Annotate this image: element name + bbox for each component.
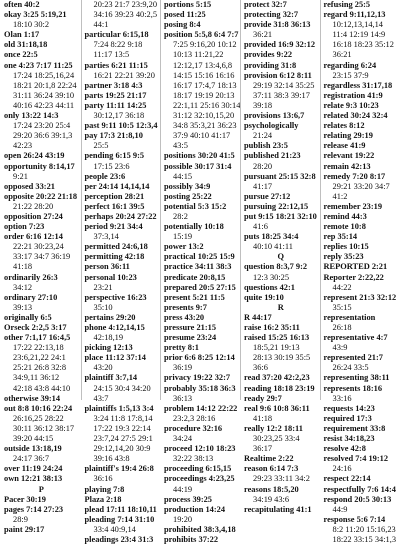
index-entry-continuation: 24:16: [332, 464, 352, 474]
index-entry: opposed 33:21: [4, 181, 55, 191]
index-entry-continuation: 44:9: [332, 504, 348, 514]
index-entry-continuation: 23:6,21,22 24:1: [13, 353, 66, 363]
index-column: [320, 0, 400, 544]
index-entry: representing 38:11: [323, 373, 390, 383]
index-entry: potential 5:3 15:2: [164, 201, 227, 211]
index-entry: possible 30:17 31:4: [164, 161, 232, 171]
index-entry-continuation: 23:2,3 28:16: [173, 413, 216, 423]
index-entry-continuation: 40:10 41:11: [253, 242, 293, 252]
index-entry: prohibits 37:22: [164, 534, 219, 544]
index-entry: rep 35:14: [323, 232, 358, 242]
index-entry-continuation: 15:19: [173, 232, 193, 242]
index-entry: posting 25:22: [164, 191, 212, 201]
index-entry-continuation: 44:19: [173, 484, 193, 494]
index-entry-continuation: 37:9 40:10 41:17: [173, 131, 231, 141]
index-entry: opposition 27:24: [4, 211, 63, 221]
index-entry: release 41:9: [323, 141, 366, 151]
index-entry: reasons 18:5,20: [244, 484, 299, 494]
index-entry: related 30:24 32:4: [323, 111, 388, 121]
index-entry-continuation: 24:17 36:7: [13, 454, 50, 464]
index-entry-continuation: 25:5: [93, 141, 109, 151]
index-entry-continuation: 36:17: [253, 444, 273, 454]
index-entry-continuation: 41:18: [13, 262, 33, 272]
index-entry: permitting 42:18: [84, 252, 145, 262]
index-entry: quite 19:10: [244, 292, 284, 302]
index-entry: period 9:21 34:4: [84, 222, 143, 232]
index-entry-continuation: 29:21 33:20 34:7: [332, 181, 390, 191]
index-entry: pressure 21:15: [164, 323, 217, 332]
index-entry: pursue 27:12: [244, 191, 291, 201]
index-entry: questions 42:1: [244, 282, 295, 292]
index-entry: provide 31:8 36:13: [244, 20, 311, 30]
index-entry: parties 6:21 11:15: [84, 60, 148, 70]
index-entry-continuation: 30:11 36:12 38:17: [13, 423, 75, 433]
index-entry: opposite 20:22 21:18: [4, 191, 78, 201]
index-entry-continuation: 39:16 43:8: [93, 454, 130, 464]
index-entry-continuation: 40:16 42:23 44:11: [13, 100, 75, 110]
index-entry-continuation: 41:18: [253, 413, 273, 423]
index-entry: ready 29:7: [244, 393, 282, 403]
index-entry: place 11:12 37:14: [84, 353, 146, 363]
index-entry: reason 6:14 7:3: [244, 464, 299, 474]
index-entry: raise 16:2 35:11: [244, 323, 300, 332]
index-entry-continuation: 28:9: [13, 514, 28, 524]
index-entry-continuation: 28:13 30:19 35:5: [253, 353, 311, 363]
index-entry: requests 14:23: [323, 403, 375, 413]
index-entry: relevant 19:22: [323, 151, 375, 161]
index-entry-continuation: 17:22 19:3 22:14: [93, 423, 151, 433]
index-entry: originally 6:5: [4, 312, 52, 322]
index-entry-continuation: 18:21 20:1,8 22:24: [13, 80, 77, 90]
index-entry-continuation: 36:16: [93, 474, 113, 484]
index-entry: remain 42:13: [323, 161, 371, 171]
index-entry-continuation: 33:16: [332, 393, 352, 403]
index-entry-continuation: 41:17: [253, 181, 273, 191]
index-entry: prohibited 38:3,4,18: [164, 524, 236, 534]
index-entry: recapitulating 41:1: [244, 504, 312, 514]
index-entry: presents 9:7: [164, 302, 207, 312]
index-entry-continuation: 34:16 39:23 40:2,5: [93, 10, 158, 20]
index-entry: resist 34:18,23: [323, 434, 375, 444]
index-entry: protecting 32:7: [244, 10, 299, 20]
index-entry: perfect 16:1 39:5: [84, 201, 145, 211]
index-entry: plaintiff's 19:4 26:8: [84, 464, 154, 474]
index-entry-continuation: 26:18: [332, 323, 352, 332]
index-entry: open 26:24 43:19: [4, 151, 65, 161]
index-entry-continuation: 18:22 33:15 34:1,3: [332, 534, 397, 544]
index-entry-continuation: 36:13: [173, 393, 193, 403]
index-entry: past 9:11 10:5 12:3,4: [84, 121, 158, 131]
index-entry: pay 17:3 21:8,10: [84, 131, 143, 141]
index-entry: one 4:23 7:17 11:25: [4, 60, 73, 70]
index-entry: put 9:15 18:21 32:10: [244, 211, 317, 221]
index-entry-continuation: 36:21: [253, 30, 273, 40]
index-entry: posed 11:25: [164, 10, 206, 20]
index-entry-continuation: 34:24: [173, 434, 193, 444]
index-entry: reading 18:18 23:19: [244, 383, 315, 393]
index-entry-continuation: 37:3,14: [93, 232, 119, 242]
index-entry-continuation: 12:3 30:25: [253, 272, 290, 282]
index-entry: replies 10:15: [323, 242, 369, 252]
index-entry: represented 21:7: [323, 353, 383, 363]
index-entry-continuation: 10:12,13,14,14: [332, 20, 383, 30]
index-entry: relating 29:19: [323, 131, 373, 141]
index-entry-continuation: 17:22 22:13,18: [13, 343, 64, 353]
index-entry-continuation: 39:18: [253, 100, 273, 110]
index-entry: raised 15:25 16:13: [244, 333, 310, 343]
index-entry: plaintiffs 1:5,13 3:4: [84, 403, 154, 413]
index-entry-continuation: 17:24 23:20 25:4: [13, 121, 71, 131]
index-entry: problem 14:12 22:22: [164, 403, 238, 413]
index-entry-continuation: 17:24 18:25,16,24: [13, 70, 75, 80]
index-entry-continuation: 36:21: [332, 50, 352, 60]
index-entry: potentially 10:18: [164, 222, 224, 232]
section-letter-heading: Q: [277, 252, 284, 262]
index-entry: plead 17:11 18:10,11: [84, 504, 157, 514]
index-entry-continuation: 30:12,17 36:18: [93, 111, 145, 121]
index-entry: remember 23:19: [323, 201, 383, 211]
index-entry: order 6:16 12:14: [4, 232, 63, 242]
index-entry: otherwise 39:14: [4, 393, 61, 403]
index-entry: procedure 32:16: [164, 423, 223, 433]
index-entry: relates 8:12: [323, 121, 365, 131]
index-entry: possibly 34:9: [164, 181, 211, 191]
index-entry-continuation: 44:15: [173, 171, 193, 181]
index-entry: power 13:2: [164, 242, 204, 252]
index-entry: privacy 19:22 32:7: [164, 373, 231, 383]
index-entry: pretty 8:1: [164, 343, 199, 353]
index-entry: reply 35:23: [323, 252, 364, 262]
index-entry-continuation: 30:23,25 33:4: [253, 434, 300, 444]
index-entry-continuation: 21:24: [253, 131, 273, 141]
index-entry: playing 7:8: [84, 484, 125, 494]
index-entry-continuation: 18:17 19:19 20:13: [173, 90, 235, 100]
index-entry: protect 32:7: [244, 0, 287, 9]
index-entry: perhaps 20:24 27:22: [84, 211, 157, 221]
index-entry: published 21:23: [244, 151, 301, 161]
index-entry: party 11:11 14:25: [84, 100, 147, 110]
index-entry: respectfully 7:6 14:4: [323, 484, 396, 494]
index-entry-continuation: 31:11 36:24 39:10: [13, 90, 75, 100]
index-entry: okay 3:25 5:19,21: [4, 10, 67, 20]
index-entry: Orseck 2:2,5 3:17: [4, 323, 67, 332]
index-entry-continuation: 16:21 22:21 39:20: [93, 70, 155, 80]
index-entry: own 12:21 38:13: [4, 474, 63, 484]
index-entry-continuation: 43:9: [332, 343, 348, 353]
index-entry-continuation: 33:17 34:7 36:19: [13, 252, 71, 262]
index-entry-continuation: 18:10 30:2: [13, 20, 50, 30]
index-entry: outside 13:18,19: [4, 444, 62, 454]
index-entry-continuation: 35:15: [332, 302, 352, 312]
index-entry-continuation: 7:25 9:16,20 10:12: [173, 40, 237, 50]
index-entry-continuation: 12:12,17 13:4,6,8: [173, 60, 233, 70]
index-entry: picking 12:13: [84, 343, 133, 353]
index-column: [240, 0, 320, 514]
index-entry-continuation: 34:9,11 36:12: [13, 373, 60, 383]
index-entry-continuation: 9:21: [13, 171, 28, 181]
index-entry: pleadings 23:4 31:3: [84, 534, 154, 544]
index-entry-continuation: 25:21 26:8 32:8: [13, 363, 67, 373]
index-entry: old 31:18,18: [4, 40, 48, 50]
index-entry: proceed 12:10 18:23: [164, 444, 236, 454]
index-entry-continuation: 10:13 11:21,22: [173, 50, 224, 60]
index-entry-continuation: 26:16,25 28:22: [13, 413, 64, 423]
index-entry: really 12:2 18:11: [244, 423, 303, 433]
index-entry-continuation: 39:13: [13, 302, 33, 312]
index-entry-continuation: 43:7: [93, 393, 109, 403]
index-entry: question 8:3,7 9:2: [244, 262, 308, 272]
index-entry-continuation: 42:18,19: [93, 333, 124, 343]
index-entry: option 7:23: [4, 222, 45, 232]
index-entry-continuation: 19:20: [173, 514, 193, 524]
index-entry-continuation: 32:22 38:13: [173, 454, 214, 464]
index-entry-continuation: 3:24 11:8 17:8,14: [93, 413, 153, 423]
index-entry: puts 18:25 34:4: [244, 232, 299, 242]
index-entry: pleading 7:14 31:10: [84, 514, 155, 524]
index-entry: regardless 31:17,18: [323, 80, 393, 90]
index-entry-continuation: 29:12,14,20 30:9: [93, 444, 151, 454]
index-entry: REPORTED 2:21: [323, 262, 388, 272]
index-entry: resolve 42:8: [323, 444, 366, 454]
index-entry-continuation: 11:17 13:5: [93, 50, 130, 60]
index-entry: representation: [323, 312, 376, 322]
index-column: [160, 0, 241, 544]
index-entry-continuation: 41:2: [332, 191, 348, 201]
index-entry-continuation: 16:18 18:23 35:12: [332, 40, 394, 50]
index-entry-continuation: 29:20 36:6 39:1,3: [13, 131, 73, 141]
index-column: [1, 0, 81, 534]
index-entry-continuation: 23:15 37:9: [332, 70, 369, 80]
index-entry: often 40:2: [4, 0, 40, 9]
index-entry: provision 6:12 8:11: [244, 70, 312, 80]
index-entry: out 8:8 10:16 22:24: [4, 403, 73, 413]
index-entry-continuation: 34:19 43:6: [253, 494, 290, 504]
index-entry: pages 7:14 27:23: [4, 504, 64, 514]
index-entry: resolved 7:4 19:12: [323, 454, 389, 464]
index-entry: phone 4:12,14,15: [84, 323, 145, 332]
index-entry: present 5:21 11:5: [164, 292, 225, 302]
index-entry: press 43:20: [164, 312, 205, 322]
index-entry-continuation: 42:18 43:8 44:10: [13, 383, 71, 393]
index-entry: refusing 25:5: [323, 0, 371, 9]
index-entry-continuation: 29:19 32:14 35:25: [253, 80, 315, 90]
index-entry-continuation: 37:11 38:3 39:17: [253, 90, 310, 100]
index-entry-continuation: 34:8 35:3,21 36:23: [173, 121, 237, 131]
index-entry: over 11:19 24:24: [4, 464, 63, 474]
index-entry: proceeding 6:15,15: [164, 464, 232, 474]
index-entry-continuation: 44:1: [93, 20, 109, 30]
index-entry-continuation: 8:2 11:20 15:16,23: [332, 524, 396, 534]
index-entry: personal 10:23: [84, 272, 137, 282]
index-entry: presume 23:24: [164, 333, 217, 343]
index-entry-continuation: 34:12: [13, 282, 33, 292]
index-entry: Plaza 2:18: [84, 494, 122, 504]
index-entry: regarding 6:24: [323, 60, 377, 70]
index-entry-continuation: 36:6: [253, 363, 268, 373]
index-entry: process 39:25: [164, 494, 212, 504]
index-entry: practical 10:25 15:9: [164, 252, 235, 262]
index-entry: provides 9:22: [244, 50, 293, 60]
index-entry-continuation: 17:15 23:6: [93, 161, 130, 171]
index-entry: requirement 33:8: [323, 423, 386, 433]
index-entry: regard 9:11,12,13: [323, 10, 386, 20]
index-entry: perspective 16:23: [84, 292, 147, 302]
index-entry: response 5:6 7:14: [323, 514, 386, 524]
index-entry: psychologically: [244, 121, 299, 131]
index-entry: production 14:24: [164, 504, 226, 514]
index-entry-continuation: 23:7,24 27:5 29:1: [93, 434, 153, 444]
section-letter-heading: P: [38, 484, 44, 494]
index-entry: read 37:20 42:2,23: [244, 373, 310, 383]
index-entry: ordinary 27:10: [4, 292, 58, 302]
index-entry: person 36:11: [84, 262, 130, 272]
index-entry: ordinarily 26:3: [4, 272, 58, 282]
index-entry: Pacer 30:19: [4, 494, 46, 504]
index-column: [81, 0, 161, 544]
index-entry: Realtime 2:22: [244, 454, 294, 464]
index-entry: representative 4:7: [323, 333, 388, 343]
index-entry-continuation: 39:20 44:15: [13, 434, 54, 444]
index-entry: represent 21:3 32:12: [323, 292, 397, 302]
index-entry: providing 31:8: [244, 60, 297, 70]
index-entry-continuation: 28:20: [253, 161, 273, 171]
index-entry: predicate 20:8,15: [164, 272, 226, 282]
index-entry: positions 30:20 41:5: [164, 151, 235, 161]
index-entry: provisions 13:6,7: [244, 111, 305, 121]
index-entry: publish 23:5: [244, 141, 288, 151]
index-entry: paint 29:17: [4, 524, 45, 534]
index-entry: probably 35:18 36:3: [164, 383, 236, 393]
index-entry: pending 6:15 9:5: [84, 151, 145, 161]
index-entry: other 7:1,17 16:4,5: [4, 333, 71, 343]
index-entry: partner 3:18 4:3: [84, 80, 143, 90]
index-entry-continuation: 43:5: [173, 141, 188, 151]
index-entry-continuation: 42:23: [13, 141, 33, 151]
index-entry: remote 10:8: [323, 222, 366, 232]
index-entry: remedy 7:20 8:17: [323, 171, 386, 181]
index-entry: position 5:5,8 6:4 7:7: [164, 30, 239, 40]
index-entry: per 24:14 14,14,14: [84, 181, 150, 191]
index-entry: proceedings 4:23,25: [164, 474, 235, 484]
index-entry: prior 6:6 8:25 12:14: [164, 353, 235, 363]
index-entry: respond 20:5 30:13: [323, 494, 392, 504]
index-entry-continuation: 44:22: [332, 282, 352, 292]
index-entry: required 17:3: [323, 413, 372, 423]
index-entry: pursuing 22:12,15: [244, 201, 309, 211]
index-entry: pursuant 25:15 32:8: [244, 171, 316, 181]
index-entry: provided 16:9 32:12: [244, 40, 316, 50]
index-entry: real 9:6 10:8 36:11: [244, 403, 310, 413]
index-entry: remind 44:3: [323, 211, 367, 221]
section-letter-heading: R: [277, 302, 284, 312]
index-entry-continuation: 43:20: [93, 363, 113, 373]
index-entry: people 23:6: [84, 171, 126, 181]
index-entry-continuation: 41:6: [253, 222, 268, 232]
index-entry: respect 22:14: [323, 474, 371, 484]
index-entry: relate 9:3 10:23: [323, 100, 379, 110]
index-entry-continuation: 33:4 40:9,14: [93, 524, 136, 534]
index-entry-continuation: 23:21: [93, 282, 113, 292]
index-entry-continuation: 7:24 8:22 9:18: [93, 40, 143, 50]
index-entry: plaintiff 3:7,14: [84, 373, 138, 383]
index-entry-continuation: 24:15 30:4 34:20: [93, 383, 151, 393]
index-entry-continuation: 35:10: [93, 302, 113, 312]
index-entry-continuation: 18:5,21 19:13: [253, 343, 300, 353]
index-entry-continuation: 28:2: [173, 211, 188, 221]
index-entry-continuation: 21:22 28:20: [13, 201, 54, 211]
index-entry-continuation: 16:17 17:4,7 18:13: [173, 80, 237, 90]
index-entry-continuation: 29:23 33:11 34:2: [253, 474, 310, 484]
index-entry: opportunity 8:14,17: [4, 161, 75, 171]
index-entry: represents 18:16: [323, 383, 383, 393]
index-entry-continuation: 20:23 21:7 23:9,20: [93, 0, 158, 9]
index-entry-continuation: 26:24 33:5: [332, 363, 369, 373]
index-entry: practice 34:11 38:3: [164, 262, 232, 272]
index-entry-continuation: 36:19: [173, 363, 193, 373]
index-entry-continuation: 31:12 32:10,15,20: [173, 111, 235, 121]
index-entry: Olan 1:17: [4, 30, 40, 40]
index-entry: Reporter 2:22,22: [323, 272, 384, 282]
index-entry-continuation: 22:1,11 25:16 30:14: [173, 100, 241, 110]
index-entry-continuation: 14:15 15:16 16:16: [173, 70, 235, 80]
index-entry-continuation: 11:4 12:19 14:9: [332, 30, 386, 40]
index-entry: prepared 20:5 27:15: [164, 282, 236, 292]
index-entry: pertains 29:20: [84, 312, 136, 322]
index-entry: perception 28:21: [84, 191, 145, 201]
index-entry: once 22:5: [4, 50, 38, 60]
index-entry: parts 19:25 21:17: [84, 90, 147, 100]
index-entry: posing 8:4: [164, 20, 201, 30]
index-entry: only 13:22 14:3: [4, 111, 59, 121]
index-entry: particular 6:15,18: [84, 30, 149, 40]
index-entry: permitted 24:6,18: [84, 242, 148, 252]
index-entry: R 44:17: [244, 312, 272, 322]
index-entry-continuation: 22:21 30:23,24: [13, 242, 64, 252]
index-entry: registration 41:9: [323, 90, 383, 100]
index-entry: portions 5:15: [164, 0, 212, 9]
